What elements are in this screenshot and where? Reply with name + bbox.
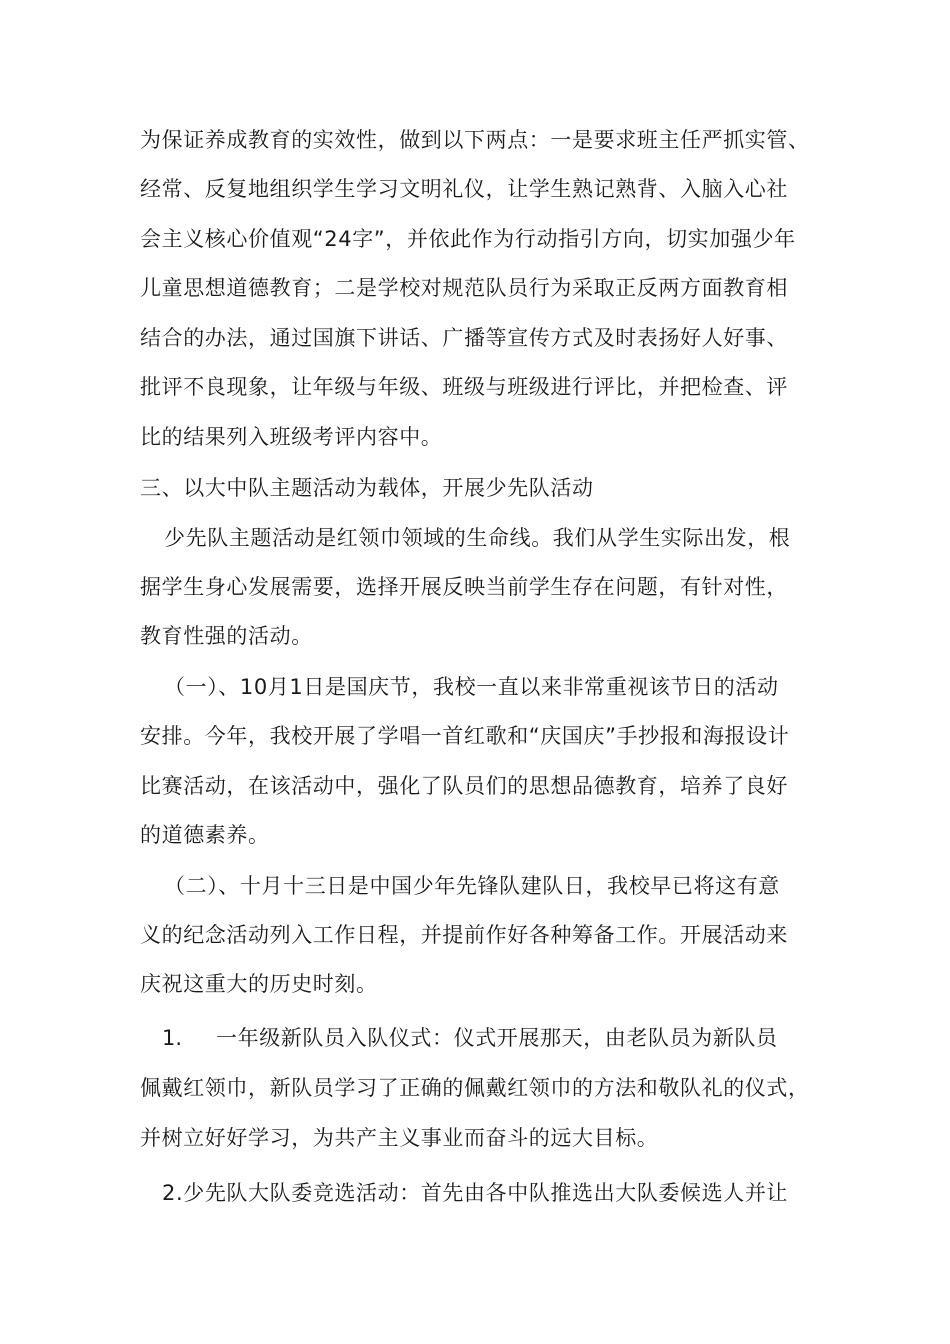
paragraph-4-line-3: 庆祝这重大的历史时刻。: [140, 972, 378, 996]
list-item-1-number: 1.: [162, 1026, 183, 1050]
paragraph-1-line-6: 批评不良现象，让年级与年级、班级与班级进行评比，并把检查、评: [140, 375, 788, 399]
paragraph-4-line-1: （二）、十月十三日是中国少年先锋队建队日，我校早已将这有意: [164, 874, 780, 898]
paragraph-2-line-2: 据学生身心发展需要，选择开展反映当前学生存在问题，有针对性，: [140, 575, 788, 599]
paragraph-3-line-4: 的道德素养。: [140, 823, 270, 847]
paragraph-4-line-2: 义的纪念活动列入工作日程，并提前作好各种筹备工作。开展活动来: [140, 923, 788, 947]
section-heading: 三、以大中队主题活动为载体，开展少先队活动: [140, 476, 594, 500]
list-item-1-line-1: 一年级新队员入队仪式：仪式开展那天，由老队员为新队员: [216, 1026, 778, 1050]
paragraph-1-line-7: 比的结果列入班级考评内容中。: [140, 425, 443, 449]
paragraph-2-line-1: 少先队主题活动是红领巾领域的生命线。我们从学生实际出发，根: [164, 526, 791, 550]
paragraph-3-line-2: 安排。今年，我校开展了学唱一首红歌和“庆国庆”手抄报和海报设计: [140, 724, 790, 748]
paragraph-2-line-3: 教育性强的活动。: [140, 624, 313, 648]
paragraph-3-line-1: （一）、10月1日是国庆节，我校一直以来非常重视该节日的活动: [164, 675, 779, 699]
paragraph-3-line-3: 比赛活动，在该活动中，强化了队员们的思想品德教育，培养了良好: [140, 774, 788, 798]
paragraph-1-line-3: 会主义核心价值观“24字”，并依此作为行动指引方向，切实加强少年: [140, 227, 796, 251]
list-item-1-line-2: 佩戴红领巾，新队员学习了正确的佩戴红领巾的方法和敬队礼的仪式，: [140, 1076, 810, 1100]
list-item-2-line-1: 2.少先队大队委竞选活动：首先由各中队推选出大队委候选人并让: [162, 1181, 789, 1205]
paragraph-1-line-5: 结合的办法，通过国旗下讲话、广播等宣传方式及时表扬好人好事、: [140, 326, 788, 350]
list-item-1-line-3: 并树立好好学习，为共产主义事业而奋斗的远大目标。: [140, 1126, 659, 1150]
paragraph-1-line-1: 为保证养成教育的实效性，做到以下两点：一是要求班主任严抓实管、: [140, 128, 810, 152]
paragraph-1-line-4: 儿童思想道德教育；二是学校对规范队员行为采取正反两方面教育相: [140, 276, 788, 300]
paragraph-1-line-2: 经常、反复地组织学生学习文明礼仪，让学生熟记熟背、入脑入心社: [140, 177, 788, 201]
